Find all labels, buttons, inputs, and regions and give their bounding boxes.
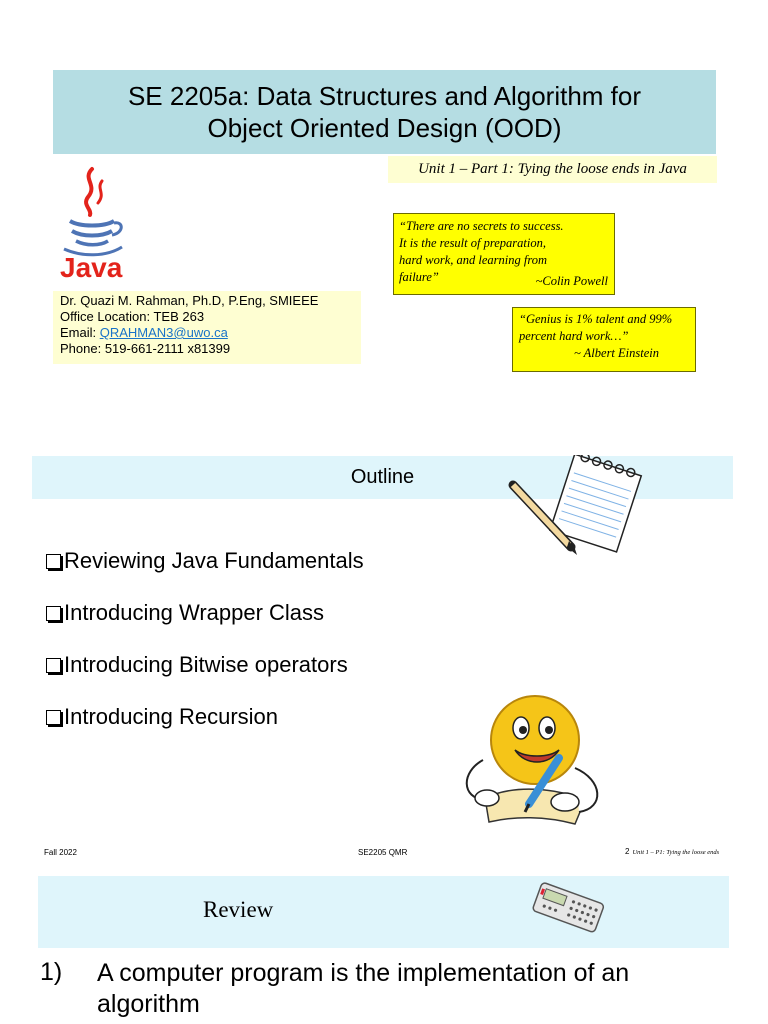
outline-item-4-text: Introducing Recursion [64, 704, 279, 729]
notepad-pencil-icon [505, 455, 645, 560]
calculator-icon [527, 878, 607, 938]
outline-item-2-text: Introducing Wrapper Class [64, 600, 325, 625]
quote2-line2: percent hard work…” [519, 329, 629, 343]
contact-email-label: Email: [60, 325, 100, 340]
review-point-1-number: 1) [40, 958, 63, 986]
outline-item-1 [46, 548, 364, 574]
quote1-line2: It is the result of preparation, [399, 236, 546, 250]
contact-phone: Phone: 519-661-2111 x81399 [60, 341, 231, 356]
contact-email-row [60, 325, 354, 341]
footer-unit: Unit 1 – P1: Tying the loose ends [632, 849, 720, 856]
quote2-author: ~ Albert Einstein [574, 346, 659, 360]
quote1-line1: “There are no secrets to success. [399, 219, 564, 233]
review-heading-bar [38, 876, 729, 948]
quote1-line3: hard work, and learning from [399, 253, 548, 267]
quote1-author: ~Colin Powell [535, 274, 608, 288]
review-heading: Review [203, 897, 274, 922]
review-point-1-text: A computer program is the implementation of an algorithm [97, 959, 630, 1018]
slide-title [53, 70, 716, 154]
checkbox-bullet-icon [46, 658, 61, 673]
checkbox-bullet-icon [46, 606, 61, 621]
outline-item-3-text: Introducing Bitwise operators [64, 652, 348, 677]
contact-info [53, 291, 361, 364]
outline-item-1-text: Reviewing Java Fundamentals [64, 548, 364, 573]
quote1-line4: failure” [399, 270, 439, 284]
footer-page-number: 2 [625, 847, 630, 856]
contact-office: Office Location: TEB 263 [60, 309, 205, 324]
title-line-2: Object Oriented Design (OOD) [207, 113, 562, 143]
outline-item-4 [46, 704, 278, 730]
contact-name: Dr. Quazi M. Rahman, Ph.D, P.Eng, SMIEEE [60, 293, 319, 308]
outline-heading: Outline [350, 466, 415, 488]
contact-email-link[interactable]: QRAHMAN3@uwo.ca [99, 325, 228, 340]
footer-course: SE2205 QMR [358, 848, 408, 857]
unit-label: Unit 1 – Part 1: Tying the loose ends in Java [388, 156, 717, 183]
quote-powell [393, 213, 615, 295]
outline-item-2 [46, 600, 324, 626]
smiley-writing-icon [455, 688, 615, 830]
title-line-1: SE 2205a: Data Structures and Algorithm for [127, 81, 642, 111]
footer-page [625, 847, 719, 856]
java-logo-text: Java [60, 252, 123, 283]
checkbox-bullet-icon [46, 554, 61, 569]
footer-date: Fall 2022 [44, 848, 77, 857]
quote2-line1: “Genius is 1% talent and 99% [519, 312, 673, 326]
outline-item-3 [46, 652, 348, 678]
checkbox-bullet-icon [46, 710, 61, 725]
java-logo-icon [52, 163, 132, 283]
quote-einstein [512, 307, 696, 372]
